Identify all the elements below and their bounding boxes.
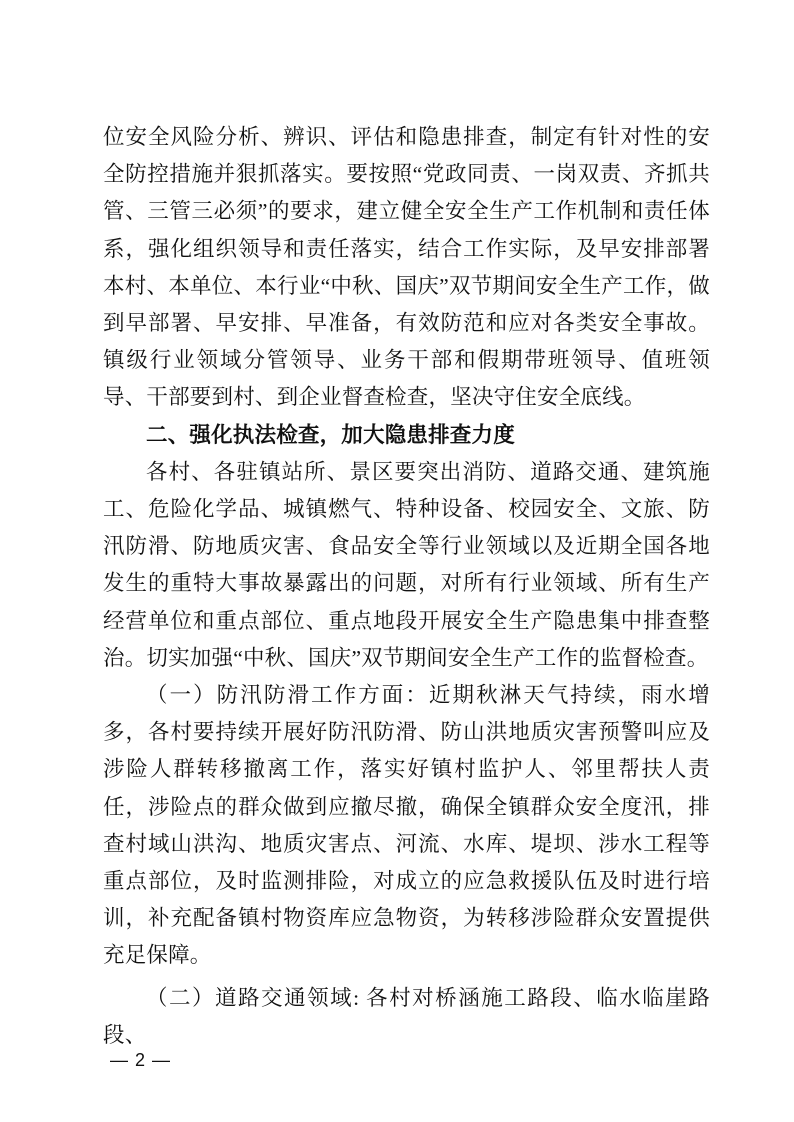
paragraph-flood-prevention: （一）防汛防滑工作方面：近期秋淋天气持续，雨水增多，各村要持续开展好防汛防滑、防山洪地质灾害预警叫应及涉险人群转移撤离工作，落实好镇村监护人、邻里帮扶人责任，涉险点的群众做到应撤尽撤，确保全镇群众安全度汛，排查村域山洪沟、地质灾害点、河流、水库、堤坝、涉水工程等重点部位，及时监测排险，对成立的应急救援队伍及时进行培训，补充配备镇村物资库应急物资，为转移涉险群众安置提供充足保障。 [103,683,710,968]
page-number: — 2 — [110,1050,172,1070]
section-heading-enforcement-inspection: 二、强化执法检查，加大隐患排查力度 [146,422,515,447]
document-body [103,119,710,1054]
paragraph-continuation-safety-measures: 位安全风险分析、辨识、评估和隐患排查，制定有针对性的安全防控措施并狠抓落实。要按照“党政同责、一岗双责、齐抓共管、三管三必须”的要求，建立健全安全生产工作机制和责任体系，强化组织领导和责任落实，结合工作实际，及早安排部署本村、本单位、本行业“中秋、国庆”双节期间安全生产工作，做到早部署、早安排、早准备，有效防范和应对各类安全事故。镇级行业领域分管领导、业务干部和假期带班领导、值班领导、干部要到村、到企业督查检查，坚决守住安全底线。 [103,125,710,410]
paragraph-industry-hazard-inspection: 各村、各驻镇站所、景区要突出消防、道路交通、建筑施工、危险化学品、城镇燃气、特种设备、校园安全、文旅、防汛防滑、防地质灾害、食品安全等行业领域以及近期全国各地发生的重特大事故暴露出的问题，对所有行业领域、所有生产经营单位和重点部位、重点地段开展安全生产隐患集中排查整治。切实加强“中秋、国庆”双节期间安全生产工作的监督检查。 [103,459,710,670]
paragraph-road-traffic: （二）道路交通领域: 各村对桥涵施工路段、临水临崖路段、 [103,985,710,1047]
